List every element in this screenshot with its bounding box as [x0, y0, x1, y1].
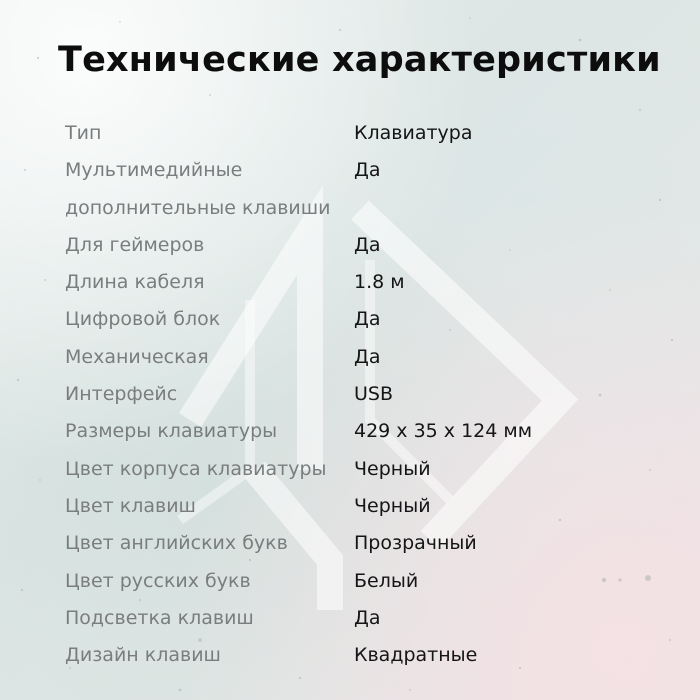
spec-row-type [65, 115, 665, 152]
spec-value: Да [354, 308, 381, 331]
spec-value: Да [354, 606, 381, 629]
spec-row-gaming [65, 227, 665, 264]
spec-value: USB [354, 383, 394, 406]
spec-label: Мультимедийные дополнительные клавиши [65, 159, 331, 219]
spec-value: Да [354, 159, 381, 182]
spec-label: Дизайн клавиш [65, 644, 221, 667]
spec-row-dimensions [65, 413, 665, 450]
spec-value: 1.8 м [354, 271, 405, 294]
spec-row-key-color [65, 488, 665, 525]
spec-row-key-design [65, 637, 665, 674]
spec-label: Цвет русских букв [65, 569, 251, 592]
spec-label: Цвет клавиш [65, 494, 196, 517]
spec-label: Цифровой блок [65, 308, 221, 331]
spec-value: 429 x 35 x 124 мм [354, 420, 533, 443]
spec-value: Белый [354, 569, 419, 592]
spec-value: Прозрачный [354, 532, 477, 555]
spec-value: Черный [354, 494, 431, 517]
spec-label: Для геймеров [65, 233, 205, 256]
spec-label: Подсветка клавиш [65, 606, 254, 629]
spec-row-interface [65, 376, 665, 413]
spec-label: Тип [65, 122, 102, 144]
spec-row-mechanical [65, 339, 665, 376]
spec-value: Клавиатура [354, 122, 473, 144]
spec-row-multimedia-keys [65, 152, 665, 227]
spec-row-body-color [65, 451, 665, 488]
spec-row-russian-letters-color [65, 563, 665, 600]
spec-label: Длина кабеля [65, 271, 205, 294]
spec-value: Да [354, 233, 381, 256]
spec-row-numpad [65, 301, 665, 338]
spec-label: Размеры клавиатуры [65, 420, 278, 443]
spec-label: Цвет английских букв [65, 532, 288, 555]
spec-value: Черный [354, 457, 431, 480]
spec-row-backlight [65, 600, 665, 637]
spec-row-english-letters-color [65, 525, 665, 562]
spec-label: Цвет корпуса клавиатуры [65, 457, 327, 480]
spec-value: Да [354, 345, 381, 368]
spec-value: Квадратные [354, 644, 478, 667]
spec-label: Интерфейс [65, 383, 178, 406]
spec-row-cable-length [65, 264, 665, 301]
specifications-table [65, 115, 665, 674]
page-title: Технические характеристики [58, 40, 661, 80]
spec-label: Механическая [65, 345, 209, 368]
